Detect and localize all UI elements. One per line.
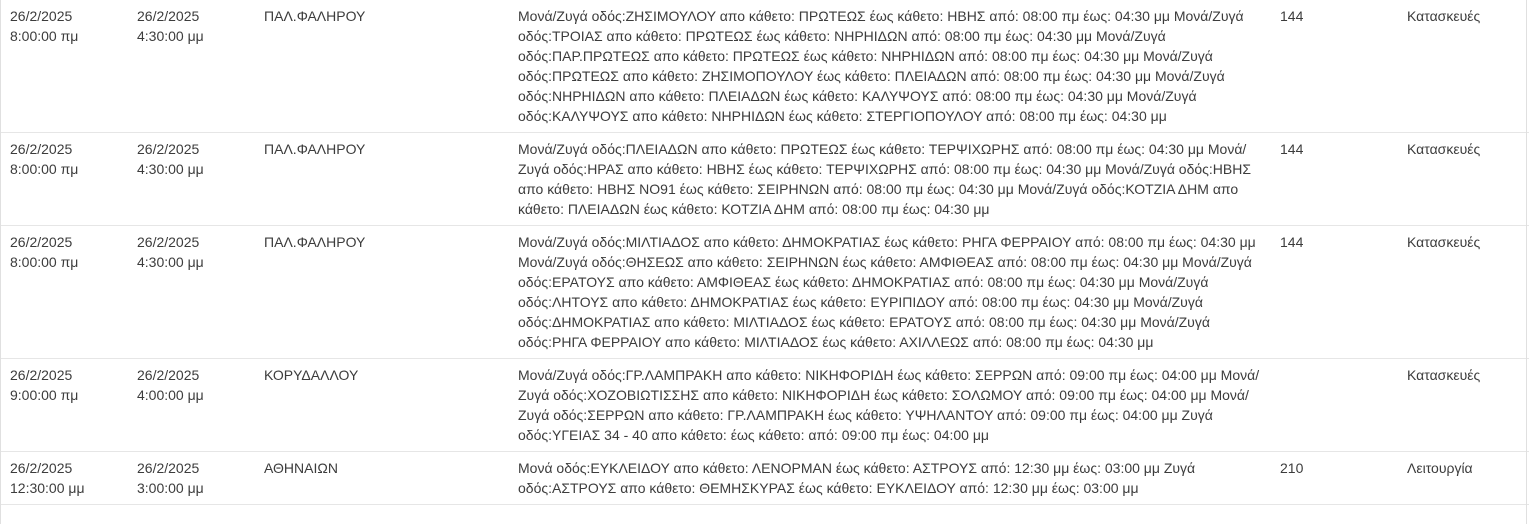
start-date: 26/2/2025: [10, 460, 73, 476]
end-datetime-cell: [127, 133, 254, 226]
start-time: 12:30:00 μμ: [10, 480, 85, 496]
end-date: 26/2/2025: [137, 234, 200, 250]
start-date: 26/2/2025: [10, 141, 73, 157]
start-date: 26/2/2025: [10, 234, 73, 250]
end-date: 26/2/2025: [137, 8, 200, 24]
start-datetime-cell: [0, 359, 127, 452]
table-left-border: [0, 0, 1, 524]
reason-cell: Λειτουργία: [1407, 460, 1473, 476]
start-datetime-cell: [0, 226, 127, 359]
code-cell: 210: [1280, 460, 1304, 476]
description-cell: Μονά/Ζυγά οδός:ΠΛΕΙΑΔΩΝ απο κάθετο: ΠΡΩΤΕΩΣ έως κάθετο: ΤΕΡΨΙΧΩΡΗΣ από: 08:00 πμ έως: 04:30 μμ Μονά/Ζυγά οδός:ΗΡΑΣ απο κάθετο: ΗΒΗΣ έως κάθετο: ΤΕΡΨΙΧΩΡΗΣ από: 08:00 πμ έως: 04:30 μμ Μονά/Ζυγά οδός:ΗΒΗΣ απο κάθετο: ΗΒΗΣ ΝΟ91 έως κάθετο: ΣΕΙΡΗΝΩΝ από: 08:00 πμ έως: 04:30 μμ Μονά/Ζυγά οδός:ΚΟΤΖΙΑ ΔΗΜ απο κάθετο: ΠΛΕΙΑΔΩΝ έως κάθετο: ΚΟΤΖΙΑ ΔΗΜ από: 08:00 πμ έως: 04:30 μμ: [518, 141, 1252, 217]
area-cell: ΠΑΛ.ΦΑΛΗΡΟΥ: [264, 8, 366, 24]
table-row: [0, 359, 1529, 452]
reason-cell: Κατασκευές: [1407, 367, 1481, 383]
table-row: [0, 452, 1529, 505]
area-cell: ΠΑΛ.ΦΑΛΗΡΟΥ: [264, 141, 366, 157]
start-datetime-cell: [0, 0, 127, 133]
code-cell: 144: [1280, 8, 1304, 24]
end-time: 4:00:00 μμ: [137, 387, 204, 403]
end-date: 26/2/2025: [137, 367, 200, 383]
table-row: [0, 226, 1529, 359]
end-datetime-cell: [127, 359, 254, 452]
code-cell: 144: [1280, 141, 1304, 157]
start-time: 8:00:00 πμ: [10, 28, 79, 44]
end-datetime-cell: [127, 226, 254, 359]
end-time: 4:30:00 μμ: [137, 161, 204, 177]
start-time: 8:00:00 πμ: [10, 161, 79, 177]
end-datetime-cell: [127, 0, 254, 133]
start-time: 9:00:00 πμ: [10, 387, 79, 403]
reason-cell: Κατασκευές: [1407, 141, 1481, 157]
area-cell: ΚΟΡΥΔΑΛΛΟΥ: [264, 367, 359, 383]
area-cell: ΠΑΛ.ΦΑΛΗΡΟΥ: [264, 234, 366, 250]
description-cell: Μονά/Ζυγά οδός:ΜΙΛΤΙΑΔΟΣ απο κάθετο: ΔΗΜΟΚΡΑΤΙΑΣ έως κάθετο: ΡΗΓΑ ΦΕΡΡΑΙΟΥ από: 08:00 πμ έως: 04:30 μμ Μονά/Ζυγά οδός:ΘΗΣΕΩΣ απο κάθετο: ΣΕΙΡΗΝΩΝ έως κάθετο: ΑΜΦΙΘΕΑΣ από: 08:00 πμ έως: 04:30 μμ Μονά/Ζυγά οδός:ΕΡΑΤΟΥΣ απο κάθετο: ΑΜΦΙΘΕΑΣ έως κάθετο: ΔΗΜΟΚΡΑΤΙΑΣ από: 08:00 πμ έως: 04:30 μμ Μονά/Ζυγά οδός:ΛΗΤΟΥΣ απο κάθετο: ΔΗΜΟΚΡΑΤΙΑΣ έως κάθετο: ΕΥΡΙΠΙΔΟΥ από: 08:00 πμ έως: 04:30 μμ Μονά/Ζυγά οδός:ΔΗΜΟΚΡΑΤΙΑΣ απο κάθετο: ΜΙΛΤΙΑΔΟΣ έως κάθετο: ΕΡΑΤΟΥΣ από: 08:00 πμ έως: 04:30 μμ Μονά/Ζυγά οδός:ΡΗΓΑ ΦΕΡΡΑΙΟΥ απο κάθετο: ΜΙΛΤΙΑΔΟΣ έως κάθετο: ΑΧΙΛΛΕΩΣ από: 08:00 πμ έως: 04:30 μμ: [518, 234, 1256, 350]
table-right-border: [1526, 0, 1527, 524]
description-cell: Μονά οδός:ΕΥΚΛΕΙΔΟΥ απο κάθετο: ΛΕΝΟΡΜΑΝ έως κάθετο: ΑΣΤΡΟΥΣ από: 12:30 μμ έως: 03:00 μμ Ζυγά οδός:ΑΣΤΡΟΥΣ απο κάθετο: ΘΕΜΗΣΚΥΡΑΣ έως κάθετο: ΕΥΚΛΕΙΔΟΥ από: 12:30 μμ έως: 03:00 μμ: [518, 460, 1196, 496]
code-cell: [1270, 359, 1397, 452]
end-time: 4:30:00 μμ: [137, 254, 204, 270]
table-row: [0, 133, 1529, 226]
code-cell: 144: [1280, 234, 1304, 250]
end-time: 4:30:00 μμ: [137, 28, 204, 44]
start-datetime-cell: [0, 452, 127, 505]
start-datetime-cell: [0, 133, 127, 226]
end-datetime-cell: [127, 452, 254, 505]
start-date: 26/2/2025: [10, 367, 73, 383]
description-cell: Μονά/Ζυγά οδός:ΖΗΣΙΜΟΥΛΟΥ απο κάθετο: ΠΡΩΤΕΩΣ έως κάθετο: ΗΒΗΣ από: 08:00 πμ έως: 04:30 μμ Μονά/Ζυγά οδός:ΤΡΟΙΑΣ απο κάθετο: ΠΡΩΤΕΩΣ έως κάθετο: ΝΗΡΗΙΔΩΝ από: 08:00 πμ έως: 04:30 μμ Μονά/Ζυγά οδός:ΠΑΡ.ΠΡΩΤΕΩΣ απο κάθετο: ΠΡΩΤΕΩΣ έως κάθετο: ΝΗΡΗΙΔΩΝ από: 08:00 πμ έως: 04:30 μμ Μονά/Ζυγά οδός:ΠΡΩΤΕΩΣ απο κάθετο: ΖΗΣΙΜΟΠΟΥΛΟΥ έως κάθετο: ΠΛΕΙΑΔΩΝ από: 08:00 πμ έως: 04:30 μμ Μονά/Ζυγά οδός:ΝΗΡΗΙΔΩΝ απο κάθετο: ΠΛΕΙΑΔΩΝ έως κάθετο: ΚΑΛΥΨΟΥΣ από: 08:00 πμ έως: 04:30 μμ Μονά/Ζυγά οδός:ΚΑΛΥΨΟΥΣ απο κάθετο: ΝΗΡΗΙΔΩΝ έως κάθετο: ΣΤΕΡΓΙΟΠΟΥΛΟΥ από: 08:00 πμ έως: 04:30 μμ: [518, 8, 1244, 124]
description-cell: Μονά/Ζυγά οδός:ΓΡ.ΛΑΜΠΡΑΚΗ απο κάθετο: ΝΙΚΗΦΟΡΙΔΗ έως κάθετο: ΣΕΡΡΩΝ από: 09:00 πμ έως: 04:00 μμ Μονά/Ζυγά οδός:ΧΟΖΟΒΙΩΤΙΣΣΗΣ απο κάθετο: ΝΙΚΗΦΟΡΙΔΗ έως κάθετο: ΣΟΛΩΜΟΥ από: 09:00 πμ έως: 04:00 μμ Μονά/Ζυγά οδός:ΣΕΡΡΩΝ απο κάθετο: ΓΡ.ΛΑΜΠΡΑΚΗ έως κάθετο: ΥΨΗΛΑΝΤΟΥ από: 09:00 πμ έως: 04:00 μμ Ζυγά οδός:ΥΓΕΙΑΣ 34 - 40 απο κάθετο: έως κάθετο: από: 09:00 πμ έως: 04:00 μμ: [518, 367, 1260, 443]
start-time: 8:00:00 πμ: [10, 254, 79, 270]
end-date: 26/2/2025: [137, 460, 200, 476]
end-time: 3:00:00 μμ: [137, 480, 204, 496]
end-date: 26/2/2025: [137, 141, 200, 157]
start-date: 26/2/2025: [10, 8, 73, 24]
table-row: [0, 0, 1529, 133]
reason-cell: Κατασκευές: [1407, 8, 1481, 24]
area-cell: ΑΘΗΝΑΙΩΝ: [264, 460, 338, 476]
reason-cell: Κατασκευές: [1407, 234, 1481, 250]
